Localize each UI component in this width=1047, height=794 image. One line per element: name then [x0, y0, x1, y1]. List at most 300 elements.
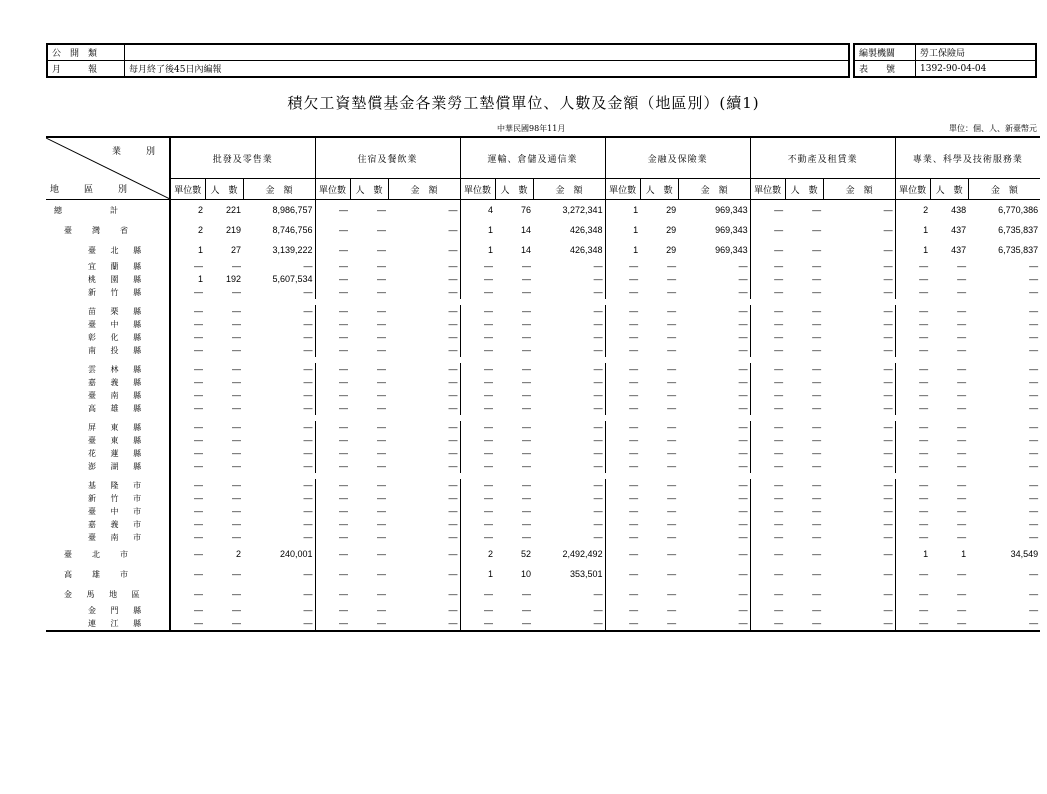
table-cell: —	[460, 331, 495, 344]
table-cell: —	[605, 531, 640, 544]
table-cell: —	[522, 422, 532, 432]
region-label: 臺 南 市	[46, 531, 170, 544]
table-cell: —	[667, 568, 677, 579]
table-cell: —	[448, 506, 458, 516]
table-cell: —	[667, 493, 677, 503]
table-cell: —	[895, 460, 930, 473]
table-cell: —	[448, 319, 458, 329]
table-cell: —	[315, 389, 350, 402]
table-cell: —	[605, 318, 640, 331]
table-cell: —	[738, 568, 748, 579]
region-label: 總 計	[46, 200, 170, 221]
table-cell: —	[667, 532, 677, 542]
table-row	[46, 376, 1040, 389]
table-cell: —	[883, 364, 893, 374]
table-cell: —	[377, 364, 387, 374]
table-cell: —	[957, 306, 967, 316]
table-cell: —	[522, 461, 532, 471]
subcolumn-header: 人 數	[205, 179, 243, 200]
table-cell: —	[738, 548, 748, 559]
table-cell: —	[315, 564, 350, 584]
table-cell: —	[667, 345, 677, 355]
table-cell: —	[593, 377, 603, 387]
data-table	[46, 136, 1040, 632]
table-cell: —	[957, 332, 967, 342]
table-cell: —	[750, 584, 785, 604]
table-cell: 969,343	[715, 204, 748, 215]
table-cell: —	[1029, 403, 1039, 413]
table-cell: —	[957, 493, 967, 503]
table-cell: —	[605, 492, 640, 505]
table-cell: —	[883, 319, 893, 329]
table-cell: —	[232, 588, 241, 599]
industry-header: 專業、科學及技術服務業	[895, 137, 1040, 179]
table-cell: —	[460, 421, 495, 434]
region-label: 花 蓮 縣	[46, 447, 170, 460]
table-cell: —	[448, 332, 458, 342]
table-cell: —	[448, 618, 458, 628]
table-cell: —	[957, 568, 967, 579]
table-cell: 14	[521, 244, 532, 255]
table-cell: —	[377, 332, 387, 342]
table-cell: —	[895, 260, 930, 273]
region-label: 新 竹 市	[46, 492, 170, 505]
table-cell: —	[738, 588, 748, 599]
table-cell: —	[315, 305, 350, 318]
table-cell: —	[605, 518, 640, 531]
region-label: 臺 中 市	[46, 505, 170, 518]
table-cell: —	[460, 617, 495, 631]
table-cell: —	[750, 492, 785, 505]
region-label: 彰 化 縣	[46, 331, 170, 344]
table-cell: —	[895, 617, 930, 631]
table-cell: —	[593, 461, 603, 471]
table-cell: —	[315, 447, 350, 460]
table-cell: —	[812, 261, 822, 271]
table-cell: —	[522, 605, 532, 615]
table-cell: —	[605, 460, 640, 473]
table-cell: —	[303, 422, 313, 432]
table-cell: —	[883, 204, 893, 215]
table-cell: —	[1029, 377, 1039, 387]
table-cell: —	[738, 390, 748, 400]
table-cell: —	[812, 532, 822, 542]
table-cell: —	[303, 306, 313, 316]
table-cell: —	[315, 421, 350, 434]
table-cell: —	[667, 332, 677, 342]
table-cell: —	[194, 377, 203, 387]
table-row	[46, 544, 1040, 564]
table-cell: —	[232, 435, 241, 445]
table-cell: —	[895, 331, 930, 344]
table-cell: —	[883, 519, 893, 529]
table-cell: —	[812, 287, 822, 297]
table-cell: —	[738, 618, 748, 628]
table-row	[46, 273, 1040, 286]
table-cell: —	[232, 480, 241, 490]
table-cell: —	[460, 492, 495, 505]
table-cell: —	[957, 461, 967, 471]
table-cell: —	[812, 306, 822, 316]
table-cell: —	[738, 261, 748, 271]
table-cell: —	[377, 461, 387, 471]
table-cell: —	[593, 345, 603, 355]
table-cell: —	[593, 532, 603, 542]
table-cell: —	[895, 479, 930, 492]
table-row	[46, 434, 1040, 447]
corner-region-label: 地 區 別	[50, 185, 136, 195]
table-cell: —	[667, 274, 677, 284]
header-right-box	[853, 43, 1037, 78]
table-cell: —	[1029, 461, 1039, 471]
table-cell: —	[377, 261, 387, 271]
table-cell: —	[377, 605, 387, 615]
subcolumn-header: 金 額	[968, 179, 1040, 200]
table-cell: —	[667, 519, 677, 529]
table-cell: —	[605, 421, 640, 434]
table-cell: —	[883, 274, 893, 284]
table-cell: 6,735,837	[998, 224, 1039, 235]
table-cell: —	[194, 448, 203, 458]
table-cell: —	[605, 434, 640, 447]
table-cell: —	[522, 377, 532, 387]
table-row	[46, 479, 1040, 492]
table-cell: 1	[605, 240, 640, 260]
table-cell: —	[194, 493, 203, 503]
table-cell: —	[605, 331, 640, 344]
table-cell: —	[522, 480, 532, 490]
table-cell: —	[895, 505, 930, 518]
table-cell: —	[750, 434, 785, 447]
table-cell: —	[315, 260, 350, 273]
table-cell: —	[460, 344, 495, 357]
table-cell: —	[957, 605, 967, 615]
table-cell: —	[895, 531, 930, 544]
table-cell: —	[377, 568, 387, 579]
table-cell: —	[303, 461, 313, 471]
table-cell: —	[1029, 448, 1039, 458]
table-cell: —	[605, 447, 640, 460]
table-cell: —	[812, 588, 822, 599]
table-cell: —	[667, 403, 677, 413]
table-cell: 1	[605, 220, 640, 240]
subcolumn-header: 金 額	[823, 179, 895, 200]
table-cell: —	[522, 364, 532, 374]
table-cell: —	[1029, 306, 1039, 316]
table-cell: —	[303, 287, 313, 297]
corner-industry-label: 業 別	[111, 147, 163, 157]
table-cell: —	[750, 344, 785, 357]
table-cell: —	[738, 532, 748, 542]
table-cell: —	[667, 306, 677, 316]
table-cell: —	[448, 532, 458, 542]
table-cell: —	[377, 519, 387, 529]
table-row	[46, 604, 1040, 617]
table-cell: —	[303, 377, 313, 387]
table-row	[46, 460, 1040, 473]
table-cell: —	[460, 460, 495, 473]
table-cell: —	[883, 448, 893, 458]
region-label: 澎 湖 縣	[46, 460, 170, 473]
table-cell: —	[667, 364, 677, 374]
table-cell: —	[303, 519, 313, 529]
table-cell: —	[605, 584, 640, 604]
table-cell: —	[812, 519, 822, 529]
table-cell: —	[522, 519, 532, 529]
table-cell: —	[448, 422, 458, 432]
table-cell: —	[895, 434, 930, 447]
table-cell: —	[377, 224, 387, 235]
table-cell: —	[232, 306, 241, 316]
table-cell: —	[883, 493, 893, 503]
table-cell: —	[750, 286, 785, 299]
table-cell: —	[957, 448, 967, 458]
table-cell: —	[303, 435, 313, 445]
table-cell: —	[522, 306, 532, 316]
table-row	[46, 402, 1040, 415]
table-cell: —	[448, 605, 458, 615]
table-cell: 2	[197, 224, 203, 235]
table-cell: —	[593, 261, 603, 271]
report-type-label: 月 報	[47, 61, 125, 78]
table-cell: 5,607,534	[272, 274, 313, 284]
table-cell: —	[812, 332, 822, 342]
table-cell: 1	[460, 564, 495, 584]
table-cell: —	[1029, 319, 1039, 329]
table-cell: —	[448, 224, 458, 235]
table-cell: —	[448, 287, 458, 297]
subcolumn-header: 單位數	[460, 179, 495, 200]
table-row	[46, 363, 1040, 376]
table-cell: —	[883, 618, 893, 628]
table-cell: 192	[225, 274, 241, 284]
table-cell: —	[315, 220, 350, 240]
table-cell: —	[605, 389, 640, 402]
table-cell: —	[377, 345, 387, 355]
table-cell: —	[377, 618, 387, 628]
table-cell: —	[812, 224, 822, 235]
table-cell: —	[460, 434, 495, 447]
table-cell: 426,348	[570, 244, 603, 255]
table-cell: —	[303, 618, 313, 628]
table-cell: 1	[197, 244, 203, 255]
header-left-box	[46, 43, 850, 78]
table-cell: —	[194, 461, 203, 471]
table-cell: —	[593, 422, 603, 432]
table-cell: —	[957, 480, 967, 490]
table-cell: 437	[951, 224, 967, 235]
table-cell: —	[448, 435, 458, 445]
subcolumn-header: 單位數	[170, 179, 205, 200]
table-cell: —	[957, 345, 967, 355]
table-cell: —	[812, 364, 822, 374]
subcolumn-header: 人 數	[785, 179, 823, 200]
table-cell: —	[522, 493, 532, 503]
table-cell: —	[750, 564, 785, 584]
table-cell: 29	[666, 204, 677, 215]
table-cell: —	[460, 531, 495, 544]
region-label: 新 竹 縣	[46, 286, 170, 299]
table-cell: —	[232, 568, 241, 579]
table-cell: —	[232, 403, 241, 413]
table-cell: 6,770,386	[998, 204, 1039, 215]
table-cell: —	[460, 447, 495, 460]
table-cell: —	[738, 377, 748, 387]
table-cell: —	[812, 390, 822, 400]
table-cell: —	[232, 493, 241, 503]
table-cell: —	[315, 518, 350, 531]
region-label: 高 雄 市	[46, 564, 170, 584]
table-cell: —	[377, 548, 387, 559]
table-cell: —	[194, 548, 203, 559]
table-cell: —	[738, 345, 748, 355]
table-cell: —	[895, 344, 930, 357]
table-cell: —	[593, 306, 603, 316]
table-cell: —	[232, 519, 241, 529]
subcolumn-header: 人 數	[640, 179, 678, 200]
table-cell: —	[605, 273, 640, 286]
table-cell: 14	[521, 224, 532, 235]
table-cell: —	[377, 319, 387, 329]
table-cell: —	[232, 390, 241, 400]
table-cell: —	[1029, 435, 1039, 445]
table-cell: —	[812, 319, 822, 329]
table-cell: —	[377, 244, 387, 255]
table-cell: —	[605, 376, 640, 389]
table-cell: —	[1029, 390, 1039, 400]
table-cell: —	[377, 435, 387, 445]
table-cell: —	[448, 306, 458, 316]
region-label: 臺 東 縣	[46, 434, 170, 447]
table-cell: —	[460, 363, 495, 376]
subcolumn-header: 單位數	[895, 179, 930, 200]
table-cell: 221	[225, 204, 241, 215]
table-cell: 1	[197, 274, 203, 284]
table-cell: —	[448, 244, 458, 255]
table-cell: —	[738, 435, 748, 445]
table-cell: —	[738, 287, 748, 297]
table-cell: 1	[961, 548, 967, 559]
table-cell: —	[593, 403, 603, 413]
table-cell: —	[522, 506, 532, 516]
table-cell: —	[957, 506, 967, 516]
unit-note: 單位：個、人、新臺幣元	[949, 124, 1037, 133]
table-cell: —	[448, 568, 458, 579]
table-cell: —	[738, 605, 748, 615]
table-cell: —	[667, 461, 677, 471]
table-cell: —	[667, 390, 677, 400]
table-cell: —	[232, 319, 241, 329]
table-cell: —	[738, 319, 748, 329]
subcolumn-header: 單位數	[750, 179, 785, 200]
table-cell: —	[315, 604, 350, 617]
subcolumn-header: 金 額	[533, 179, 605, 200]
table-cell: —	[303, 493, 313, 503]
table-cell: —	[194, 519, 203, 529]
table-cell: 1	[895, 220, 930, 240]
table-cell: —	[448, 345, 458, 355]
table-cell: —	[448, 548, 458, 559]
table-cell: —	[194, 568, 203, 579]
table-cell: —	[750, 544, 785, 564]
table-cell: 4	[460, 200, 495, 221]
table-cell: —	[460, 505, 495, 518]
table-cell: —	[667, 618, 677, 628]
table-cell: —	[522, 618, 532, 628]
table-cell: —	[522, 274, 532, 284]
table-cell: —	[812, 548, 822, 559]
subcolumn-header: 金 額	[678, 179, 750, 200]
table-cell: —	[303, 506, 313, 516]
table-cell: —	[883, 306, 893, 316]
region-label: 連 江 縣	[46, 617, 170, 631]
table-cell: —	[750, 376, 785, 389]
table-cell: —	[738, 461, 748, 471]
table-cell: —	[895, 389, 930, 402]
subcolumn-header: 金 額	[388, 179, 460, 200]
table-cell: 2,492,492	[562, 548, 603, 559]
table-cell: —	[957, 319, 967, 329]
table-cell: —	[232, 448, 241, 458]
table-cell: —	[883, 244, 893, 255]
table-cell: —	[1029, 422, 1039, 432]
table-cell: —	[957, 274, 967, 284]
table-cell: —	[377, 506, 387, 516]
table-cell: —	[194, 618, 203, 628]
table-row	[46, 531, 1040, 544]
table-row	[46, 286, 1040, 299]
table-cell: —	[194, 287, 203, 297]
table-cell: —	[812, 480, 822, 490]
table-cell: —	[522, 403, 532, 413]
region-label: 苗 栗 縣	[46, 305, 170, 318]
table-cell: —	[448, 364, 458, 374]
table-cell: —	[593, 435, 603, 445]
region-label: 金 門 縣	[46, 604, 170, 617]
table-cell: —	[377, 403, 387, 413]
table-cell: —	[605, 564, 640, 584]
table-cell: —	[593, 493, 603, 503]
table-cell: —	[1029, 618, 1039, 628]
subcolumn-header: 單位數	[315, 179, 350, 200]
table-cell: —	[883, 332, 893, 342]
table-row	[46, 260, 1040, 273]
table-cell: —	[303, 480, 313, 490]
table-cell: —	[812, 345, 822, 355]
table-cell: —	[232, 287, 241, 297]
table-cell: —	[448, 461, 458, 471]
table-cell: —	[750, 402, 785, 415]
table-row	[46, 220, 1040, 240]
table-cell: —	[194, 480, 203, 490]
subcolumn-header: 人 數	[495, 179, 533, 200]
table-cell: —	[895, 447, 930, 460]
classification-label: 公 開 類	[47, 44, 125, 61]
table-cell: —	[315, 331, 350, 344]
table-cell: —	[750, 518, 785, 531]
subcolumn-header: 人 數	[930, 179, 968, 200]
table-cell: —	[667, 548, 677, 559]
table-cell: —	[315, 434, 350, 447]
table-cell: —	[315, 584, 350, 604]
table-cell: —	[738, 364, 748, 374]
region-label: 桃 園 縣	[46, 273, 170, 286]
table-cell: —	[303, 532, 313, 542]
table-cell: —	[448, 588, 458, 599]
table-row	[46, 318, 1040, 331]
table-cell: —	[895, 564, 930, 584]
table-cell: —	[605, 260, 640, 273]
